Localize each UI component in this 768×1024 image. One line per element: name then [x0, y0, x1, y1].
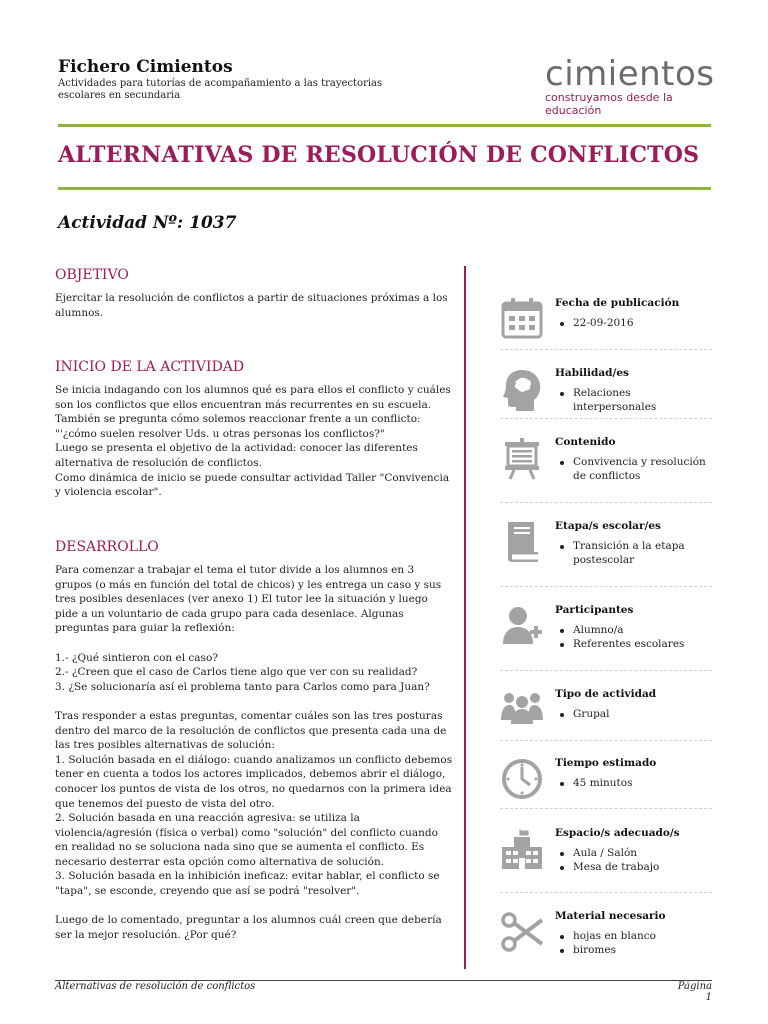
sidebar-value: Grupal	[555, 708, 715, 722]
add-user-icon	[500, 604, 544, 648]
inicio-paragraph: Se inicia indagando con los alumnos qué es para ellos el conflicto y cuáles son los conflictos que ellos encuentran más recurrentes en su escuela. También se pregunta cómo solemos reaccionar frente a un conflicto: "'¿cómo suelen resolver Uds. u otras personas los conflictos?" Luego se presenta el objetivo de la actividad: conocer las diferentes alternativa de resolución de conflictos. Como dinámica de inicio se puede consultar actividad Taller "Convivencia y violencia escolar".	[55, 384, 451, 499]
sidebar-divider	[500, 740, 712, 741]
clock-icon	[500, 757, 544, 801]
section-text-desarrollo	[55, 563, 453, 942]
sidebar-divider	[500, 586, 712, 587]
sidebar-label: Etapa/s escolar/es	[555, 520, 661, 532]
section-heading-objetivo: OBJETIVO	[55, 267, 129, 283]
section-heading-desarrollo: DESARROLLO	[55, 539, 159, 555]
desarrollo-paragraph: Para comenzar a trabajar el tema el tutor divide a los alumnos en 3 grupos (o más en función del total de chicos) y les entrega un caso y sus tres posibles desenlaces (ver anexo 1) El tutor lee la situación y luego pide a un voluntario de cada grupo para cada desenlace. Algunas preguntas para guiar la reflexión: 1.- ¿Qué sintieron con el caso? 2.- ¿Creen que el caso de Carlos tiene algo que ver con su realidad? 3. ¿Se solucionaría así el problema tanto para Carlos como para Juan? Tras responder a estas preguntas, comentar cuáles son las tres posturas dentro del marco de la resolución de conflictos que presenta cada una de las tres posibles alternativas de solución: 1. Solución basada en el diálogo: cuando analizamos un conflicto debemos tener en cuenta a todos los actores implicados, debemos abrir el diálogo, conocer los puntos de vista de los otros, no quedarnos con la primera idea que tenemos del puesto de vista del otro. 2. Solución basada en una reacción agresiva: se utiliza la violencia/agresión (física o verbal) como "solución" del conflicto cuando en realidad no se soluciona nada sino que se aumenta el conflicto. Es necesario desterrar esta opción como alternativa de solución. 3. Solución basada en la inhibición ineficaz: evitar hablar, el conflicto se "tapa", se esconde, creyendo que así se podrá "resolver". Luego de lo comentado, preguntar a los alumnos cuál creen que debería ser la mejor resolución. ¿Por qué?	[55, 564, 453, 941]
sidebar-divider	[500, 418, 712, 419]
sidebar-label: Tipo de actividad	[555, 688, 657, 700]
sidebar-list	[555, 317, 715, 331]
sidebar-value: Convivencia y resolución de conflictos	[555, 456, 715, 483]
sidebar-value: 45 minutos	[555, 777, 715, 791]
sidebar-label: Espacio/s adecuado/s	[555, 827, 680, 839]
group-icon	[500, 688, 544, 732]
sidebar-label: Tiempo estimado	[555, 757, 657, 769]
sidebar-divider	[500, 892, 712, 893]
sidebar-value: Transición a la etapa postescolar	[555, 540, 715, 567]
page-title: ALTERNATIVAS DE RESOLUCIÓN DE CONFLICTOS	[58, 142, 700, 168]
sidebar-label: Participantes	[555, 604, 634, 616]
column-divider	[464, 266, 466, 969]
sidebar-divider	[500, 808, 712, 809]
sidebar-divider	[500, 349, 712, 350]
top-divider	[58, 124, 711, 127]
sidebar-list	[555, 777, 715, 791]
sidebar-value: hojas en blanco	[555, 930, 715, 944]
title-divider	[58, 187, 711, 190]
section-heading-inicio: INICIO DE LA ACTIVIDAD	[55, 359, 245, 375]
sidebar-value: Aula / Salón	[555, 847, 715, 861]
sidebar-list	[555, 540, 715, 567]
presentation-board-icon	[500, 436, 544, 480]
cimientos-logo	[545, 54, 715, 117]
section-text-objetivo	[55, 291, 453, 320]
sidebar-list	[555, 708, 715, 722]
footer-document-title: Alternativas de resolución de conflictos	[55, 981, 256, 992]
logo-wordmark: cimientos	[545, 54, 715, 94]
sidebar-divider	[500, 502, 712, 503]
sidebar-value: 22-09-2016	[555, 317, 715, 331]
sidebar-value: biromes	[555, 944, 715, 958]
sidebar-value: Mesa de trabajo	[555, 861, 715, 875]
header-title: Fichero Cimientos	[58, 57, 233, 77]
footer-page-number: Página 1	[677, 981, 712, 1003]
sidebar-value: Alumno/a	[555, 624, 715, 638]
activity-number: Actividad Nº: 1037	[58, 213, 237, 233]
sidebar-list	[555, 387, 715, 414]
sidebar-divider	[500, 670, 712, 671]
sidebar-label: Fecha de publicación	[555, 297, 680, 309]
section-text-inicio	[55, 383, 453, 500]
sidebar-list	[555, 930, 715, 957]
school-building-icon	[500, 827, 544, 871]
head-icon	[500, 367, 544, 411]
calendar-icon	[500, 297, 544, 341]
sidebar-label: Material necesario	[555, 910, 666, 922]
sidebar-list	[555, 847, 715, 874]
sidebar-value: Relaciones interpersonales	[555, 387, 715, 414]
sidebar-value: Referentes escolares	[555, 638, 715, 652]
scissors-icon	[500, 910, 544, 954]
sidebar-list	[555, 456, 715, 483]
sidebar-label: Habilidad/es	[555, 367, 629, 379]
logo-tagline: construyamos desde la educación	[545, 91, 673, 117]
sidebar-label: Contenido	[555, 436, 616, 448]
sidebar-list	[555, 624, 715, 651]
book-icon	[500, 520, 544, 564]
header-subtitle: Actividades para tutorías de acompañamiento a las trayectorias escolares en secundaria	[58, 78, 383, 101]
objetivo-paragraph: Ejercitar la resolución de conflictos a partir de situaciones próximas a los alumnos.	[55, 292, 452, 319]
